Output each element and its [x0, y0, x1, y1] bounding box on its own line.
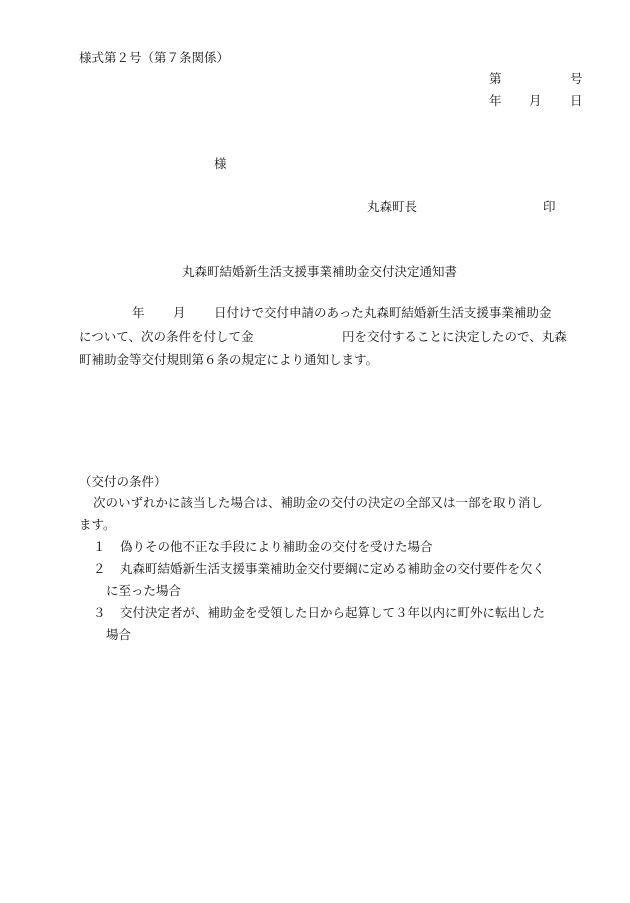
date-year: 年	[489, 93, 502, 108]
date-day: 日	[570, 93, 583, 108]
body-line3: 町補助金等交付規則第６条の規定により通知します。	[79, 352, 379, 367]
condition-text: 偽りその他不正な手段により補助金の交付を受けた場合	[120, 539, 433, 554]
body-month: 月	[173, 305, 186, 320]
number-prefix: 第	[489, 71, 502, 86]
conditions-heading: （交付の条件）	[79, 474, 167, 489]
addressee-honorific: 様	[214, 156, 227, 171]
issuer-title: 丸森町長	[367, 199, 418, 214]
condition-number: １	[93, 539, 106, 554]
body-line1-rest: 日付けで交付申請のあった丸森町結婚新生活支援事業補助金	[214, 305, 552, 320]
condition-text: 交付決定者が、補助金を受領した日から起算して３年以内に町外に転出した	[120, 605, 546, 620]
date-month: 月	[529, 93, 542, 108]
conditions-intro-line2: ます。	[79, 517, 116, 532]
conditions-intro-line1: 次のいずれかに該当した場合は、補助金の交付の決定の全部又は一部を取り消し	[93, 495, 544, 510]
document-title: 丸森町結婚新生活支援事業補助金交付決定通知書	[182, 264, 458, 279]
condition-number: ３	[93, 605, 106, 620]
body-line2-start: について、次の条件を付して金	[79, 329, 254, 344]
issuer-seal: 印	[543, 199, 556, 214]
condition-text-continued: に至った場合	[106, 583, 182, 598]
body-line2-rest: 円を交付することに決定したので、丸森	[342, 329, 567, 344]
number-suffix: 号	[570, 71, 583, 86]
body-year: 年	[132, 305, 145, 320]
form-label: 様式第２号（第７条関係）	[79, 50, 230, 65]
condition-number: ２	[93, 561, 106, 576]
condition-text-continued: 場合	[106, 627, 132, 642]
condition-text: 丸森町結婚新生活支援事業補助金交付要綱に定める補助金の交付要件を欠く	[120, 561, 546, 576]
